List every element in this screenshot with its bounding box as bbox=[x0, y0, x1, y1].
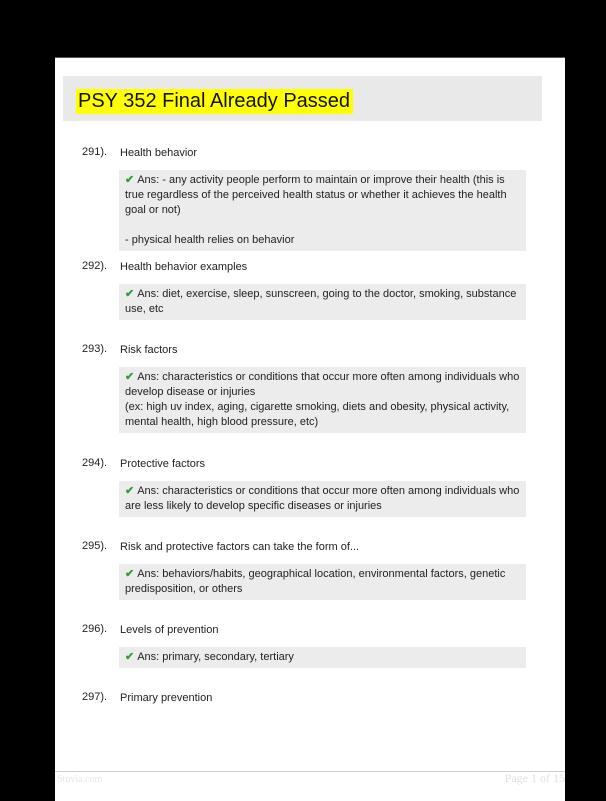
answer-box bbox=[119, 367, 526, 433]
question-number: 296). bbox=[82, 623, 108, 635]
answer-box bbox=[119, 170, 526, 251]
answer-text: Ans: characteristics or conditions that occur more often among individuals who are less likely to develop specific diseases or injuries bbox=[125, 485, 520, 512]
question-text: Risk factors bbox=[120, 344, 178, 356]
question-number: 294). bbox=[82, 457, 108, 469]
answer-text: Ans: primary, secondary, tertiary bbox=[137, 651, 294, 663]
answer-box bbox=[119, 481, 526, 517]
answer-extra-text: (ex: high uv index, aging, cigarette smoking, diets and obesity, physical activity, mental health, high blood pressure, etc) bbox=[125, 401, 510, 428]
question-number: 295). bbox=[82, 540, 108, 552]
question-text: Health behavior bbox=[120, 147, 198, 159]
question-text: Primary prevention bbox=[120, 692, 213, 704]
answer-extra-text: - physical health relies on behavior bbox=[125, 234, 295, 246]
question-number: 292). bbox=[82, 260, 108, 272]
check-icon: ✔ bbox=[125, 288, 135, 300]
footer-divider bbox=[55, 771, 565, 772]
check-icon: ✔ bbox=[125, 174, 135, 186]
answer-box bbox=[119, 564, 526, 600]
answer-text: Ans: behaviors/habits, geographical location, environmental factors, genetic predisposition, or others bbox=[125, 568, 506, 595]
question-text: Risk and protective factors can take the form of... bbox=[120, 541, 360, 553]
question-text: Health behavior examples bbox=[120, 261, 248, 273]
footer-watermark: Stuvia.com bbox=[57, 774, 103, 785]
answer-box bbox=[119, 284, 526, 320]
question-text: Protective factors bbox=[120, 458, 205, 470]
document-page bbox=[55, 57, 565, 801]
check-icon: ✔ bbox=[125, 371, 135, 383]
question-number: 293). bbox=[82, 343, 108, 355]
question-number: 291). bbox=[82, 146, 108, 158]
answer-text: Ans: - any activity people perform to maintain or improve their health (this is true regardless of the perceived health status or whether it achieves the health goal or not) bbox=[125, 174, 507, 216]
check-icon: ✔ bbox=[125, 651, 135, 663]
question-number: 297). bbox=[82, 691, 108, 703]
answer-box bbox=[119, 647, 526, 668]
question-text: Levels of prevention bbox=[120, 624, 219, 636]
answer-text: Ans: characteristics or conditions that occur more often among individuals who develop disease or injuries bbox=[125, 371, 520, 398]
title-bar bbox=[63, 76, 542, 121]
answer-text: Ans: diet, exercise, sleep, sunscreen, going to the doctor, smoking, substance use, etc bbox=[125, 288, 517, 315]
page-title: PSY 352 Final Already Passed bbox=[76, 89, 353, 114]
page-number: Page 1 of 15 bbox=[504, 771, 565, 785]
check-icon: ✔ bbox=[125, 568, 135, 580]
check-icon: ✔ bbox=[125, 485, 135, 497]
